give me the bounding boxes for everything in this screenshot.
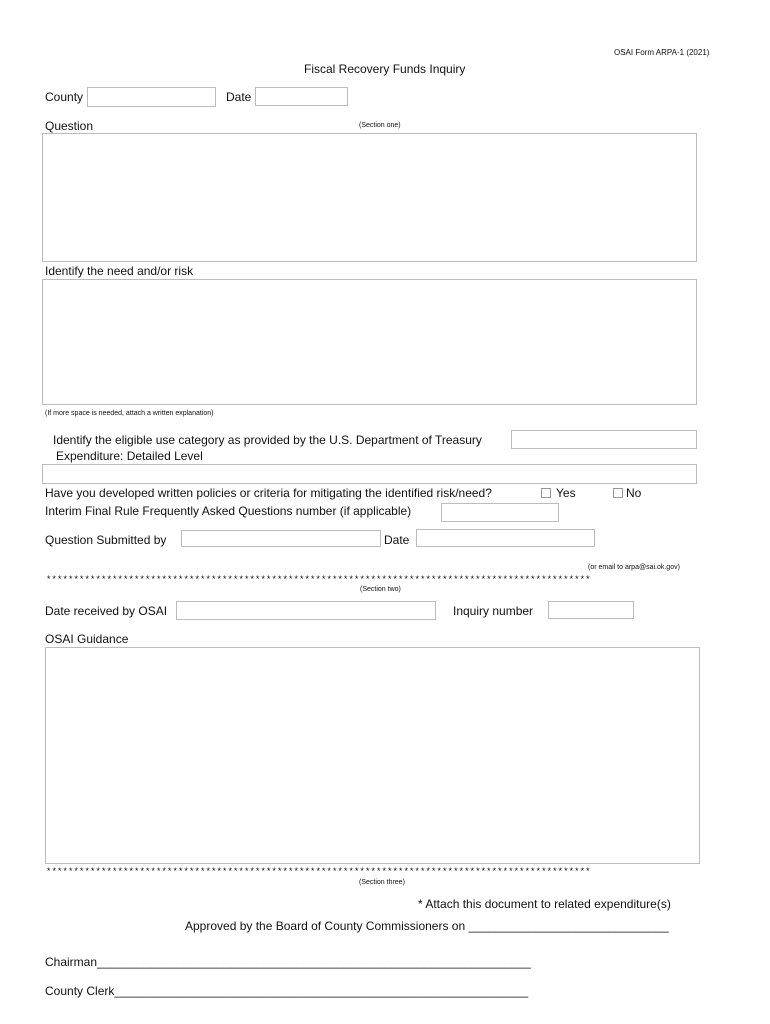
- submitted-date-field[interactable]: [416, 529, 595, 547]
- attach-note: * Attach this document to related expenditure(s): [418, 897, 671, 911]
- page-title: Fiscal Recovery Funds Inquiry: [304, 62, 466, 76]
- county-label: County: [45, 90, 84, 104]
- submitted-by-label: Question Submitted by: [45, 533, 167, 547]
- date-label: Date: [226, 90, 252, 104]
- date-received-field[interactable]: [176, 601, 436, 620]
- separator-two: ***************************************************************************************************: [46, 867, 591, 877]
- county-clerk-signature-line: County Clerk______________________________________________________________: [45, 984, 529, 998]
- email-note: (or email to arpa@sai.ok.gov): [588, 564, 680, 571]
- eligible-use-field[interactable]: [511, 430, 697, 449]
- faq-number-field[interactable]: [441, 503, 559, 522]
- expenditure-label: Expenditure: Detailed Level: [56, 449, 203, 463]
- inquiry-number-field[interactable]: [548, 601, 634, 619]
- county-field[interactable]: [87, 87, 216, 107]
- submitted-date-label: Date: [384, 533, 410, 547]
- osai-guidance-textarea[interactable]: [45, 647, 700, 864]
- no-checkbox[interactable]: [613, 488, 623, 498]
- expenditure-field[interactable]: [42, 464, 697, 484]
- submitted-by-field[interactable]: [181, 530, 381, 547]
- section-one-tag: (Section one): [359, 122, 401, 129]
- question-textarea[interactable]: [42, 133, 697, 262]
- chairman-signature-line: Chairman_________________________________________________________________: [45, 955, 531, 969]
- yes-checkbox[interactable]: [541, 488, 551, 498]
- no-label: No: [626, 486, 642, 500]
- section-three-tag: (Section three): [359, 879, 405, 886]
- date-received-label: Date received by OSAI: [45, 604, 168, 618]
- need-risk-textarea[interactable]: [42, 279, 697, 405]
- policies-question: Have you developed written policies or criteria for mitigating the identified risk/need?: [45, 486, 492, 500]
- osai-guidance-label: OSAI Guidance: [45, 632, 129, 646]
- inquiry-number-label: Inquiry number: [453, 604, 534, 618]
- yes-label: Yes: [556, 486, 576, 500]
- approved-line: Approved by the Board of County Commissioners on ______________________________: [185, 919, 669, 933]
- need-risk-label: Identify the need and/or risk: [45, 264, 194, 278]
- date-field[interactable]: [255, 87, 348, 106]
- form-id: OSAI Form ARPA-1 (2021): [614, 48, 710, 57]
- section-two-tag: (Section two): [360, 586, 401, 593]
- space-note: (If more space is needed, attach a written explanation): [45, 410, 214, 417]
- separator-one: ***************************************************************************************************: [46, 575, 591, 585]
- question-label: Question: [45, 119, 94, 133]
- faq-label: Interim Final Rule Frequently Asked Questions number (if applicable): [45, 504, 412, 518]
- eligible-use-label: Identify the eligible use category as provided by the U.S. Department of Treasury: [53, 433, 482, 447]
